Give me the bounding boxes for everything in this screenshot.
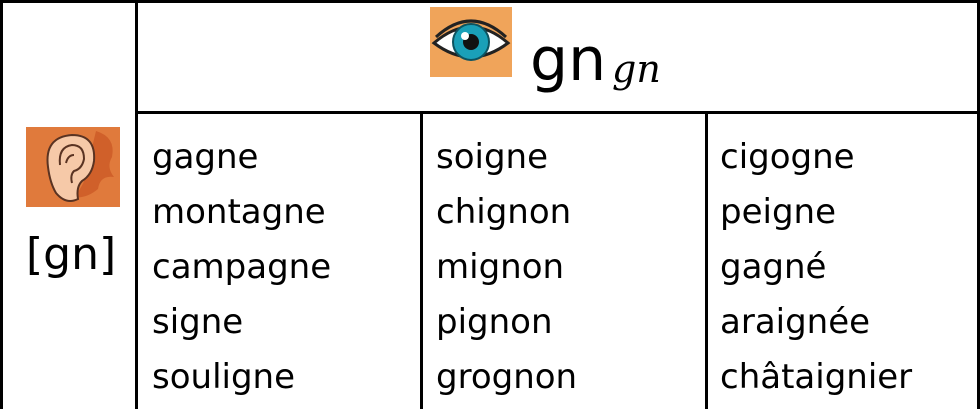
eye-icon: [430, 7, 512, 77]
grapheme-print: gn: [530, 25, 607, 95]
list-item: gagné: [720, 247, 827, 287]
list-item: grognon: [436, 357, 578, 397]
left-border: [0, 0, 3, 409]
grapheme-cursive: gn: [612, 47, 661, 91]
list-item: mignon: [436, 247, 565, 287]
list-item: cigogne: [720, 137, 855, 177]
header-divider: [135, 111, 980, 114]
list-item: chignon: [436, 192, 572, 232]
list-item: gagne: [152, 137, 259, 177]
list-item: souligne: [152, 357, 296, 397]
top-border: [0, 0, 980, 3]
list-item: montagne: [152, 192, 326, 232]
word-column-divider-2: [705, 113, 708, 409]
list-item: pignon: [436, 302, 553, 342]
list-item: araignée: [720, 302, 871, 342]
phoneme-label: [gn]: [26, 229, 117, 280]
list-item: soigne: [436, 137, 549, 177]
list-item: signe: [152, 302, 244, 342]
word-column-divider-1: [420, 113, 423, 409]
list-item: châtaignier: [720, 357, 913, 397]
list-item: campagne: [152, 247, 332, 287]
sound-column-divider: [135, 0, 138, 409]
ear-icon: [26, 127, 120, 207]
list-item: peigne: [720, 192, 836, 232]
